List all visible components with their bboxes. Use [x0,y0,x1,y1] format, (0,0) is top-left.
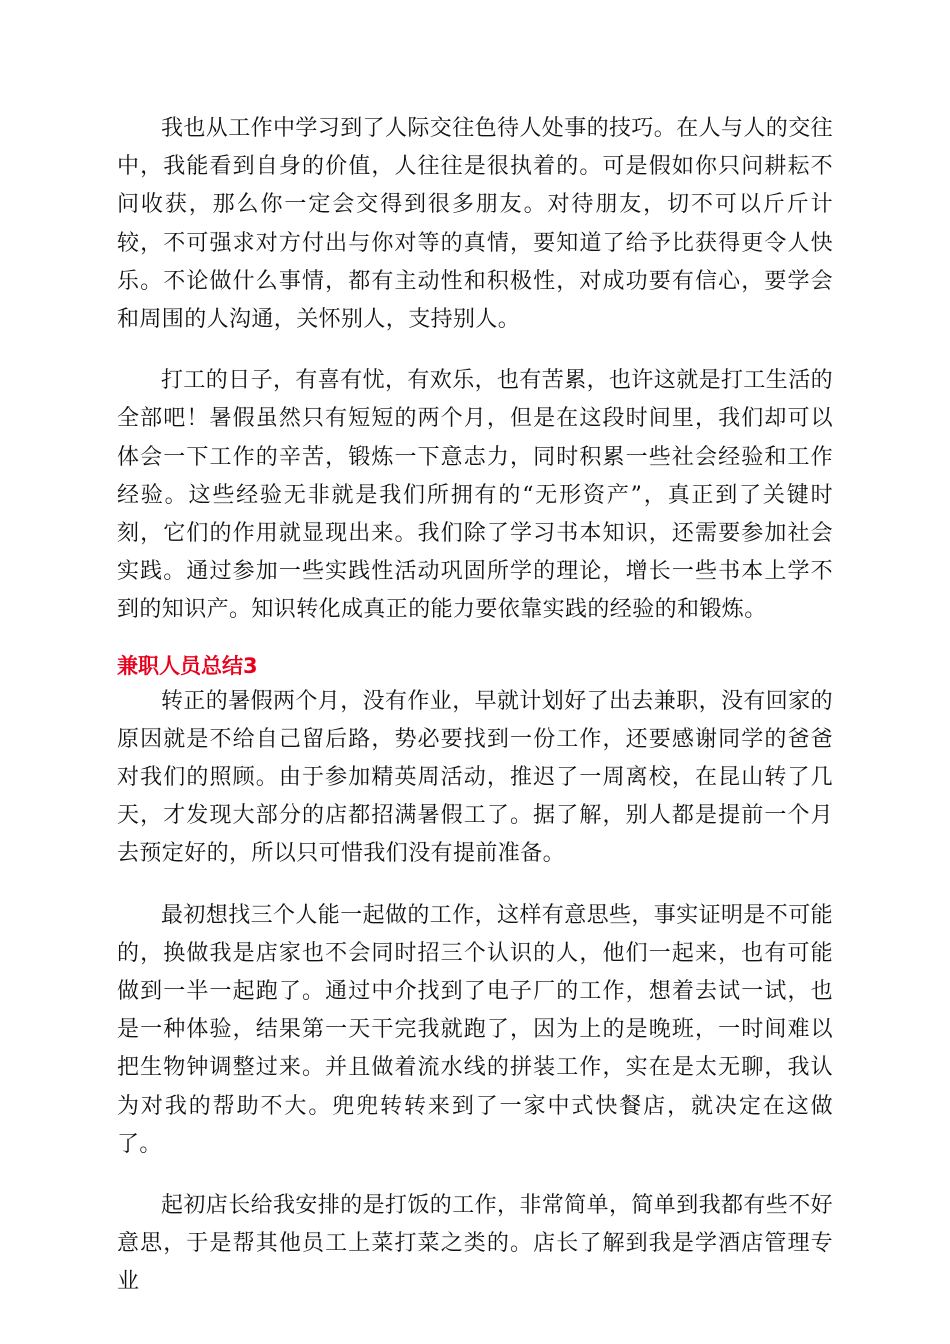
section-heading: 兼职人员总结3 [117,653,258,678]
paragraph-first-jobs: 最初想找三个人能一起做的工作，这样有意思些，事实证明是不可能的，换做我是店家也不会同时招三个认识的人，他们一起来，也有可能做到一半一起跑了。通过中介找到了电子厂的工作，想着去试一试，也是一种体验，结果第一天干完我就跑了，因为上的是晚班，一时间难以把生物钟调整过来。并且做着流水线的拼装工作，实在是太无聊，我认为对我的帮助不大。兜兜转转来到了一家中式快餐店，就决定在这做了。 [117,902,834,1157]
paragraph-restaurant-work: 起初店长给我安排的是打饭的工作，非常简单，简单到我都有些不好意思，于是帮其他员工上菜打菜之类的。店长了解到我是学酒店管理专业 [117,1193,834,1295]
paragraph-summer-job-search: 转正的暑假两个月，没有作业，早就计划好了出去兼职，没有回家的原因就是不给自己留后路，势必要找到一份工作，还要感谢同学的爸爸对我们的照顾。由于参加精英周活动，推迟了一周离校，在昆山转了几天，才发现大部分的店都招满暑假工了。据了解，别人都是提前一个月去预定好的，所以只可惜我们没有提前准备。 [117,688,834,867]
paragraph-interpersonal-skills: 我也从工作中学习到了人际交往色待人处事的技巧。在人与人的交往中，我能看到自身的价值，人往往是很执着的。可是假如你只问耕耘不问收获，那么你一定会交得到很多朋友。对待朋友，切不可以斤斤计较，不可强求对方付出与你对等的真情，要知道了给予比获得更令人快乐。不论做什么事情，都有主动性和积极性，对成功要有信心，要学会和周围的人沟通，关怀别人，支持别人。 [117,116,834,333]
document-body [117,110,833,1325]
paragraph-working-days: 打工的日子，有喜有忧，有欢乐，也有苦累，也许这就是打工生活的全部吧！暑假虽然只有短短的两个月，但是在这段时间里，我们却可以体会一下工作的辛苦，锻炼一下意志力，同时积累一些社会经验和工作经验。这些经验无非就是我们所拥有的“无形资产”，真正到了关键时刻，它们的作用就显现出来。我们除了学习书本知识，还需要参加社会实践。通过参加一些实践性活动巩固所学的理论，增长一些书本上学不到的知识产。知识转化成真正的能力要依靠实践的经验的和锻炼。 [117,368,834,623]
